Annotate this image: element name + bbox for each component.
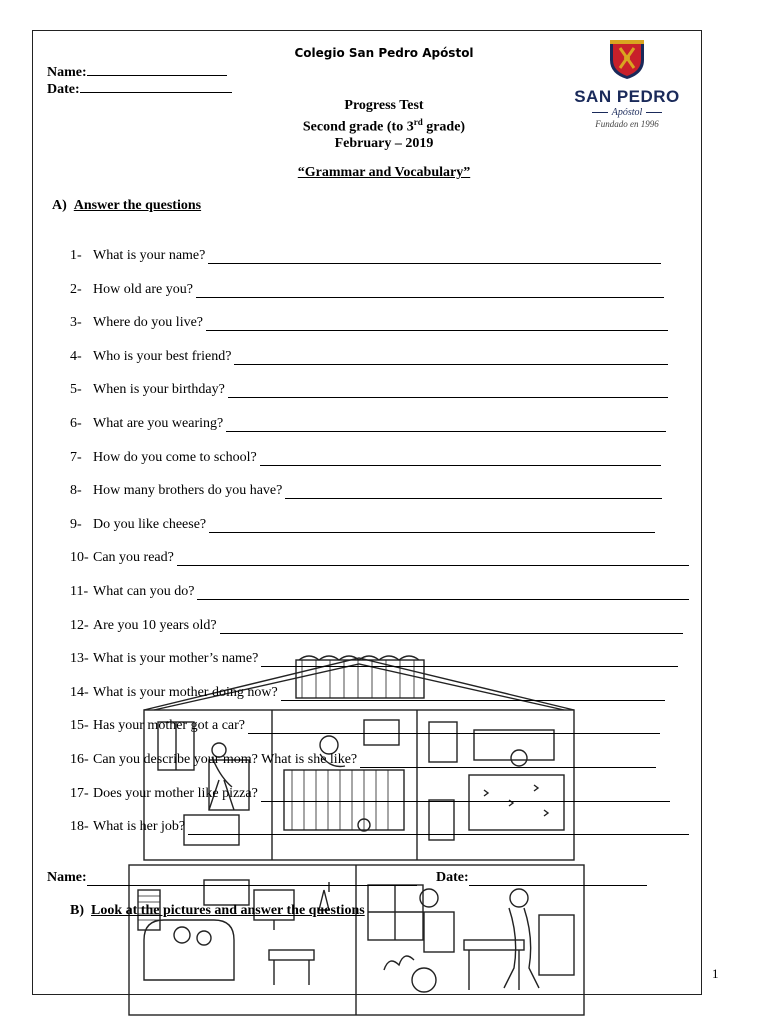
question-number: 11- xyxy=(70,584,89,599)
logo-founded: Fundado en 1996 xyxy=(595,119,659,129)
question-row xyxy=(70,786,670,802)
question-text: Can you describe your mom? What is she like? xyxy=(93,752,358,767)
question-text: What are you wearing? xyxy=(93,416,224,431)
question-text: How many brothers do you have? xyxy=(93,483,283,499)
question-row xyxy=(70,248,661,264)
answer-line[interactable] xyxy=(261,791,670,802)
footer-name-field[interactable] xyxy=(47,870,417,886)
answer-line[interactable] xyxy=(196,287,664,298)
question-number: 6- xyxy=(70,416,82,431)
question-text: When is your birthday? xyxy=(93,382,225,398)
name-label: Name: xyxy=(47,65,87,80)
question-row xyxy=(70,685,665,701)
question-text: Has your mother got a car? xyxy=(93,718,245,734)
name-field[interactable] xyxy=(47,63,227,81)
question-row xyxy=(70,517,655,533)
test-title: Progress Test xyxy=(344,98,424,113)
question-number: 5- xyxy=(70,382,82,398)
answer-line[interactable] xyxy=(220,623,683,634)
logo-sub: Apóstol xyxy=(562,107,692,118)
school-name: Colegio San Pedro Apóstol xyxy=(294,46,474,60)
answer-line[interactable] xyxy=(208,253,661,264)
question-number: 3- xyxy=(70,315,82,331)
answer-line[interactable] xyxy=(261,656,678,667)
footer-date-blank[interactable] xyxy=(469,873,647,886)
question-text: What is her job? xyxy=(93,819,186,835)
question-text: Who is your best friend? xyxy=(93,348,232,364)
question-row xyxy=(70,550,689,566)
question-text: What can you do? xyxy=(93,584,195,599)
question-number: 18- xyxy=(70,819,89,835)
question-number: 12- xyxy=(70,617,89,633)
month-year: February – 2019 xyxy=(334,135,434,151)
question-text: What is your mother’s name? xyxy=(93,651,259,667)
question-text: Where do you live? xyxy=(93,315,204,331)
shield-icon xyxy=(608,38,646,80)
question-text: What is your name? xyxy=(93,248,206,263)
question-number: 17- xyxy=(70,785,89,801)
answer-line[interactable] xyxy=(285,488,662,499)
question-text: Can you read? xyxy=(93,550,174,566)
answer-line[interactable] xyxy=(360,757,656,768)
question-row xyxy=(70,718,660,734)
question-number: 15- xyxy=(70,718,89,734)
date-label: Date: xyxy=(47,82,80,97)
question-number: 14- xyxy=(70,684,89,700)
page-number: 1 xyxy=(712,966,719,981)
answer-line[interactable] xyxy=(206,320,668,331)
date-blank[interactable] xyxy=(80,80,232,93)
name-blank[interactable] xyxy=(87,63,227,76)
grade-line: Second grade (to 3rd grade) xyxy=(302,117,466,135)
question-text: What is your mother doing now? xyxy=(93,684,278,700)
answer-line[interactable] xyxy=(248,723,660,734)
footer-date-field[interactable] xyxy=(436,870,647,886)
question-row xyxy=(70,416,666,432)
question-row xyxy=(70,450,661,466)
section-a-heading: A) Answer the questions xyxy=(52,198,202,213)
answer-line[interactable] xyxy=(260,455,661,466)
question-row xyxy=(70,315,668,331)
question-row xyxy=(70,349,668,365)
footer-name-blank[interactable] xyxy=(87,873,417,886)
question-number: 8- xyxy=(70,483,82,499)
logo-brand: SAN PEDRO xyxy=(574,87,680,106)
question-number: 10- xyxy=(70,550,89,566)
question-text: Does your mother like pizza? xyxy=(93,785,258,801)
section-b-heading: B) Look at the pictures and answer the questions xyxy=(70,903,365,918)
test-heading xyxy=(0,98,768,152)
question-number: 1- xyxy=(70,248,82,263)
question-row xyxy=(70,752,656,768)
answer-line[interactable] xyxy=(197,589,689,600)
question-number: 16- xyxy=(70,752,89,767)
footer-name-label: Name: xyxy=(47,870,87,885)
question-row xyxy=(70,618,683,634)
question-row xyxy=(70,584,689,600)
question-text: Are you 10 years old? xyxy=(93,617,217,633)
question-row xyxy=(70,819,689,835)
question-text: Do you like cheese? xyxy=(93,516,207,532)
date-field[interactable] xyxy=(47,80,232,98)
question-row xyxy=(70,382,668,398)
answer-line[interactable] xyxy=(177,555,689,566)
answer-line[interactable] xyxy=(281,690,665,701)
question-number: 2- xyxy=(70,281,82,297)
answer-line[interactable] xyxy=(209,522,655,533)
question-row xyxy=(70,483,662,499)
question-row xyxy=(70,651,678,667)
question-row xyxy=(70,282,664,298)
question-number: 13- xyxy=(70,651,89,667)
answer-line[interactable] xyxy=(188,824,689,835)
answer-line[interactable] xyxy=(228,387,668,398)
footer-date-label: Date: xyxy=(436,870,469,885)
subtitle: “Grammar and Vocabulary” xyxy=(297,165,471,180)
question-text: How old are you? xyxy=(93,281,193,297)
question-number: 9- xyxy=(70,516,82,532)
question-number: 4- xyxy=(70,348,82,364)
answer-line[interactable] xyxy=(234,354,668,365)
question-text: How do you come to school? xyxy=(93,449,257,465)
answer-line[interactable] xyxy=(226,421,666,432)
question-number: 7- xyxy=(70,449,82,465)
